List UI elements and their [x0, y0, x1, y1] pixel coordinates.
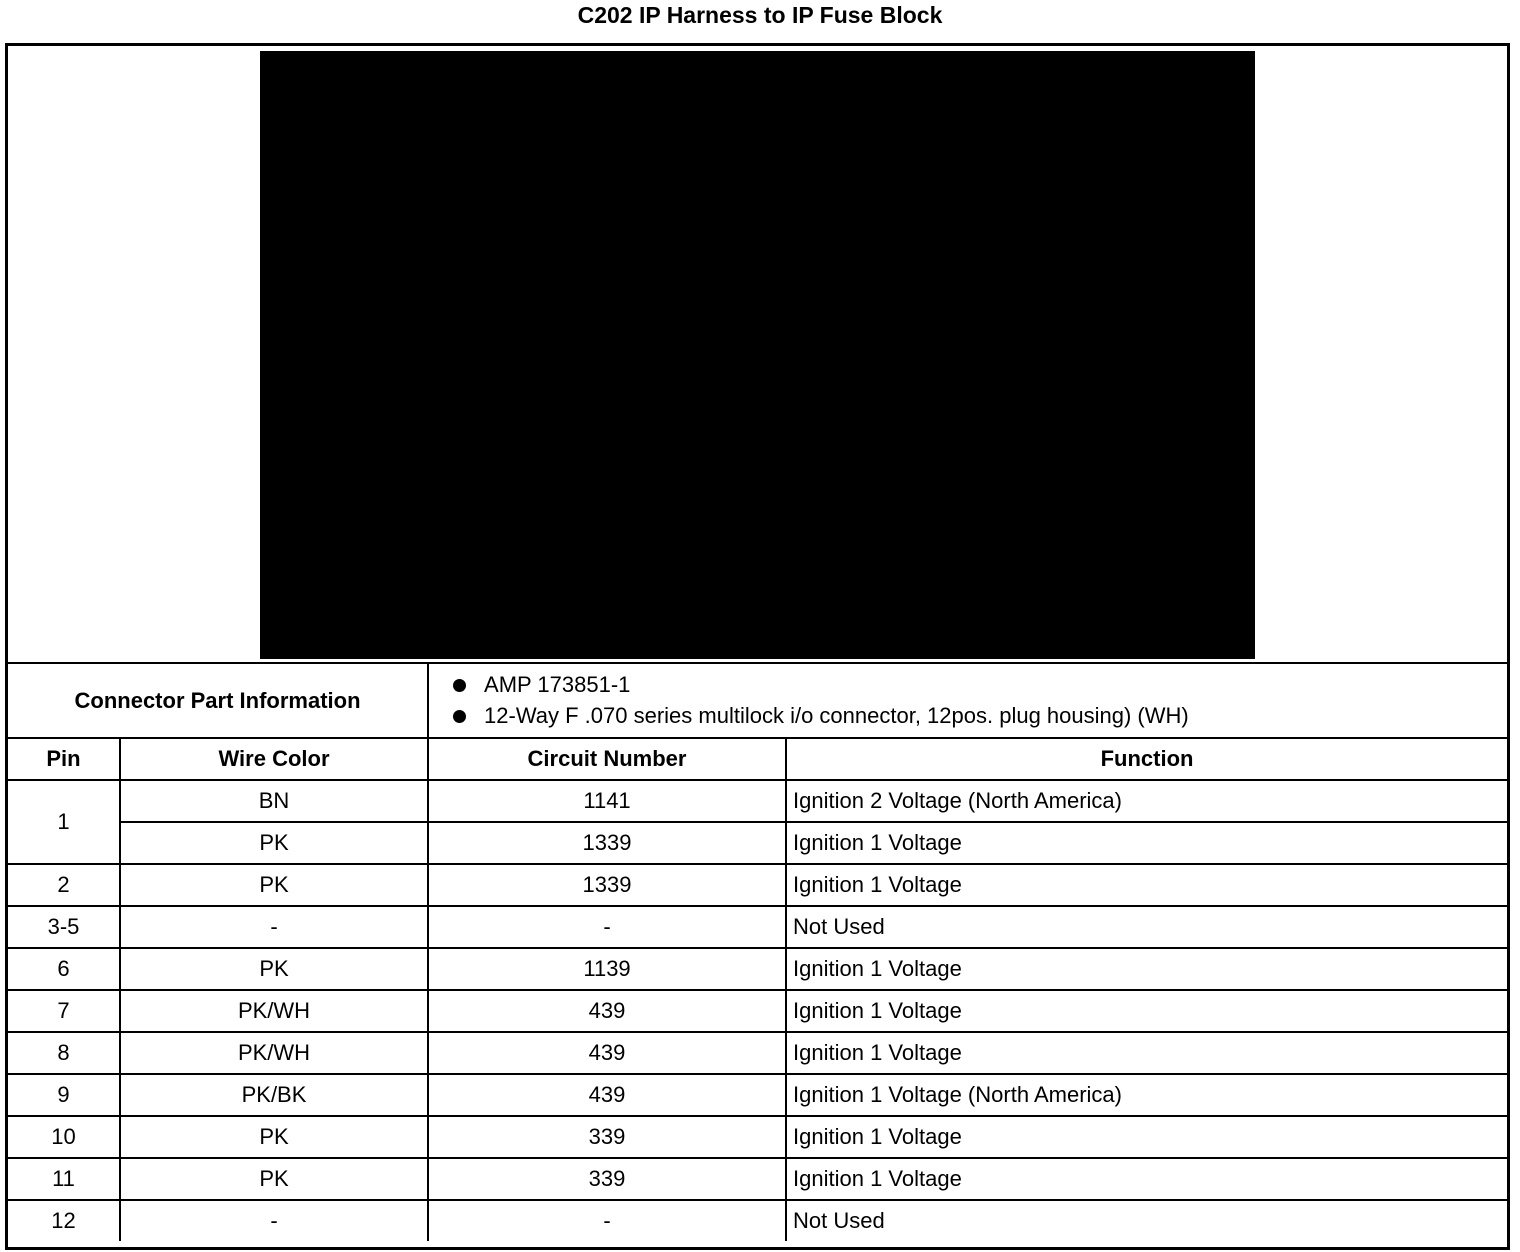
circuit-number-cell: 1139 [428, 948, 786, 990]
header-function: Function [786, 738, 1507, 780]
header-circuit-number: Circuit Number [428, 738, 786, 780]
wire-color-cell: PK [120, 822, 428, 864]
connector-info-row [8, 663, 1507, 738]
header-pin: Pin [8, 738, 120, 780]
wire-color-cell: PK [120, 948, 428, 990]
wire-color-cell: PK [120, 1158, 428, 1200]
table-row [8, 1158, 1507, 1200]
function-cell: Not Used [786, 906, 1507, 948]
table-row [8, 822, 1507, 864]
connector-table-frame [5, 43, 1510, 1250]
connector-image [260, 51, 1255, 659]
pin-cell: 3-5 [8, 906, 120, 948]
table-row [8, 864, 1507, 906]
pin-cell: 11 [8, 1158, 120, 1200]
circuit-number-cell: - [428, 906, 786, 948]
wire-color-cell: BN [120, 780, 428, 822]
pin-cell: 10 [8, 1116, 120, 1158]
pin-cell: 7 [8, 990, 120, 1032]
table-row [8, 906, 1507, 948]
header-wire-color: Wire Color [120, 738, 428, 780]
function-cell: Ignition 1 Voltage [786, 1158, 1507, 1200]
function-cell: Ignition 2 Voltage (North America) [786, 780, 1507, 822]
table-row [8, 780, 1507, 822]
function-cell: Not Used [786, 1200, 1507, 1241]
wire-color-cell: - [120, 906, 428, 948]
pin-cell: 9 [8, 1074, 120, 1116]
function-cell: Ignition 1 Voltage [786, 822, 1507, 864]
connector-description: 12-Way F .070 series multilock i/o connector, 12pos. plug housing) (WH) [484, 703, 1189, 728]
circuit-number-cell: 339 [428, 1116, 786, 1158]
bullet-icon [453, 679, 466, 692]
table-row [8, 948, 1507, 990]
connector-info-item [453, 701, 1507, 732]
circuit-number-cell: 439 [428, 1032, 786, 1074]
bullet-icon [453, 710, 466, 723]
table-row [8, 1074, 1507, 1116]
wire-color-cell: PK/WH [120, 990, 428, 1032]
pin-cell: 1 [8, 780, 120, 864]
table-row [8, 1200, 1507, 1241]
pin-cell: 12 [8, 1200, 120, 1241]
wire-color-cell: PK [120, 1116, 428, 1158]
table-row [8, 1116, 1507, 1158]
connector-info-item [453, 670, 1507, 701]
pinout-table [8, 662, 1507, 1241]
circuit-number-cell: 439 [428, 990, 786, 1032]
wire-color-cell: - [120, 1200, 428, 1241]
circuit-number-cell: 1339 [428, 864, 786, 906]
connector-info-label: Connector Part Information [8, 663, 428, 738]
circuit-number-cell: 439 [428, 1074, 786, 1116]
pin-cell: 6 [8, 948, 120, 990]
table-row [8, 990, 1507, 1032]
function-cell: Ignition 1 Voltage [786, 1032, 1507, 1074]
circuit-number-cell: 339 [428, 1158, 786, 1200]
pin-cell: 8 [8, 1032, 120, 1074]
table-row [8, 1032, 1507, 1074]
circuit-number-cell: 1339 [428, 822, 786, 864]
circuit-number-cell: - [428, 1200, 786, 1241]
function-cell: Ignition 1 Voltage [786, 990, 1507, 1032]
connector-info-list [428, 663, 1507, 738]
wire-color-cell: PK/WH [120, 1032, 428, 1074]
function-cell: Ignition 1 Voltage (North America) [786, 1074, 1507, 1116]
connector-part-number: AMP 173851-1 [484, 672, 631, 697]
circuit-number-cell: 1141 [428, 780, 786, 822]
function-cell: Ignition 1 Voltage [786, 1116, 1507, 1158]
wire-color-cell: PK/BK [120, 1074, 428, 1116]
connector-image-area [8, 46, 1507, 662]
document-title: C202 IP Harness to IP Fuse Block [577, 2, 943, 28]
pin-cell: 2 [8, 864, 120, 906]
wire-color-cell: PK [120, 864, 428, 906]
function-cell: Ignition 1 Voltage [786, 948, 1507, 990]
table-header-row [8, 738, 1507, 780]
function-cell: Ignition 1 Voltage [786, 864, 1507, 906]
